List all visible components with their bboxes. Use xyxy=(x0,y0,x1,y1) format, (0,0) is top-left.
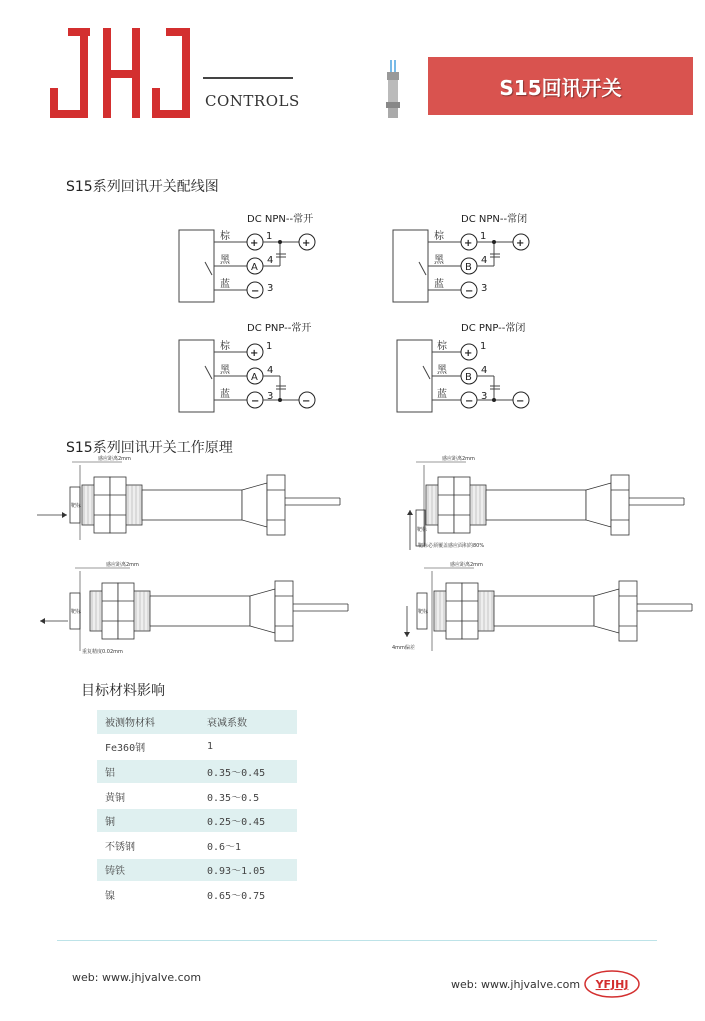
pnp-nc-black: 黑 xyxy=(437,365,447,376)
pnp-nc-brown: 棕 xyxy=(437,341,447,352)
table-row xyxy=(97,759,297,784)
wiring-pnp-no xyxy=(179,321,315,412)
pnp-no-blue: 蓝 xyxy=(220,389,230,400)
table-cell: 铸铁 xyxy=(97,858,199,883)
wiring-diagrams xyxy=(0,0,705,440)
npn-nc-brown: 棕 xyxy=(434,231,444,242)
website-link-left[interactable]: web: www.jhjvalve.com xyxy=(72,971,202,984)
table-cell: 铝 xyxy=(97,759,199,784)
npn-no-black: 黑 xyxy=(220,255,230,266)
material-table xyxy=(97,710,297,908)
table-row xyxy=(97,735,297,760)
table-cell: 1 xyxy=(199,735,297,760)
npn-nc-black: 黑 xyxy=(434,255,444,266)
npn-no-minus: − xyxy=(251,286,260,297)
table-cell: 0.65～0.75 xyxy=(199,882,297,907)
table-header-material: 被测物材料 xyxy=(97,710,199,735)
npn-no-pin1: 1 xyxy=(266,231,273,242)
npn-nc-pin4: 4 xyxy=(481,255,488,266)
npn-no-pin3: 3 xyxy=(267,283,274,294)
table-row xyxy=(97,710,297,735)
table-row xyxy=(97,808,297,833)
pnp-no-pin1: 1 xyxy=(266,341,273,352)
table-row xyxy=(97,858,297,883)
note-label-2: 靶标必须覆盖感应面积的80% xyxy=(418,543,485,549)
website-link-right[interactable]: web: www.jhjvalve.com xyxy=(451,978,581,991)
pnp-no-plus: + xyxy=(250,348,259,359)
npn-nc-pin3: 3 xyxy=(481,283,488,294)
wiring-npn-no xyxy=(179,212,315,302)
npn-no-plus: + xyxy=(250,238,259,249)
principle-drawings xyxy=(0,450,705,665)
pnp-nc-b: B xyxy=(465,372,472,383)
target-label-1: 靶标 xyxy=(71,503,82,509)
principle-drawing-3 xyxy=(40,561,348,655)
table-header-factor: 衰减系数 xyxy=(199,710,297,735)
table-cell: 不锈钢 xyxy=(97,833,199,858)
dist-label-4: 感应距离2mm xyxy=(450,562,483,568)
target-label-4: 靶标 xyxy=(418,609,429,615)
principle-drawing-1 xyxy=(37,455,340,540)
pnp-nc-label: DC PNP--常闭 xyxy=(461,323,526,334)
pnp-no-pin4: 4 xyxy=(267,365,274,376)
npn-nc-pin1: 1 xyxy=(480,231,487,242)
pnp-nc-pin1: 1 xyxy=(480,341,487,352)
footer-divider xyxy=(57,940,657,941)
pnp-no-label: DC PNP--常开 xyxy=(247,323,312,334)
table-cell: 铜 xyxy=(97,808,199,833)
npn-no-label: DC NPN--常开 xyxy=(247,214,314,225)
logo-text: JHJ xyxy=(48,28,50,29)
note-label-3: 重复精度0.02mm xyxy=(82,649,123,655)
pnp-no-a: A xyxy=(251,372,258,383)
yfjhj-logo xyxy=(584,970,640,998)
pnp-no-pin3: 3 xyxy=(267,391,274,402)
npn-no-blue: 蓝 xyxy=(220,279,230,290)
npn-no-pin4: 4 xyxy=(267,255,274,266)
target-label-2: 靶标 xyxy=(417,527,428,533)
dist-label-3: 感应距离2mm xyxy=(106,562,139,568)
npn-no-a: A xyxy=(251,262,258,273)
pnp-nc-pin3: 3 xyxy=(481,391,488,402)
npn-no-plus2: + xyxy=(302,238,311,249)
principle-drawing-4 xyxy=(392,561,692,651)
pnp-nc-blue: 蓝 xyxy=(437,389,447,400)
table-cell: 0.25～0.45 xyxy=(199,808,297,833)
wiring-npn-nc xyxy=(393,212,529,302)
pnp-no-minus2: − xyxy=(302,396,311,407)
wiring-section-title: S15系列回讯开关配线图 xyxy=(66,179,219,195)
table-cell: 0.35～0.45 xyxy=(199,759,297,784)
npn-nc-b: B xyxy=(465,262,472,273)
table-row xyxy=(97,833,297,858)
npn-no-brown: 棕 xyxy=(220,231,230,242)
pnp-no-minus: − xyxy=(251,396,260,407)
principle-section-title: S15系列回讯开关工作原理 xyxy=(66,440,233,456)
table-cell: 0.6～1 xyxy=(199,833,297,858)
pnp-nc-pin4: 4 xyxy=(481,365,488,376)
pnp-nc-minus: − xyxy=(465,396,474,407)
dist-label-2: 感应距离2mm xyxy=(442,456,475,462)
npn-nc-blue: 蓝 xyxy=(434,279,444,290)
material-section-title: 目标材料影响 xyxy=(81,683,165,699)
table-cell: 0.93～1.05 xyxy=(199,858,297,883)
pnp-no-black: 黑 xyxy=(220,365,230,376)
npn-nc-minus: − xyxy=(465,286,474,297)
table-cell: Fe360钢 xyxy=(97,735,199,760)
npn-nc-plus: + xyxy=(464,238,473,249)
table-row xyxy=(97,882,297,907)
npn-nc-plus2: + xyxy=(516,238,525,249)
pnp-no-brown: 棕 xyxy=(220,341,230,352)
table-cell: 0.35～0.5 xyxy=(199,784,297,809)
table-row xyxy=(97,784,297,809)
table-cell: 黄铜 xyxy=(97,784,199,809)
npn-nc-label: DC NPN--常闭 xyxy=(461,214,528,225)
pnp-nc-plus: + xyxy=(464,348,473,359)
target-label-3: 靶标 xyxy=(71,609,82,615)
table-cell: 镍 xyxy=(97,882,199,907)
footer-logo-text: YFJHJ xyxy=(595,978,629,991)
note-label-4: 4mm偏差 xyxy=(392,645,415,651)
principle-drawing-2 xyxy=(407,455,684,550)
wiring-pnp-nc xyxy=(397,321,529,412)
logo-subtitle: CONTROLS xyxy=(205,92,300,110)
pnp-nc-minus2: − xyxy=(516,396,525,407)
dist-label-1: 感应距离2mm xyxy=(98,456,131,462)
product-title-banner: S15回讯开关 xyxy=(428,57,693,115)
